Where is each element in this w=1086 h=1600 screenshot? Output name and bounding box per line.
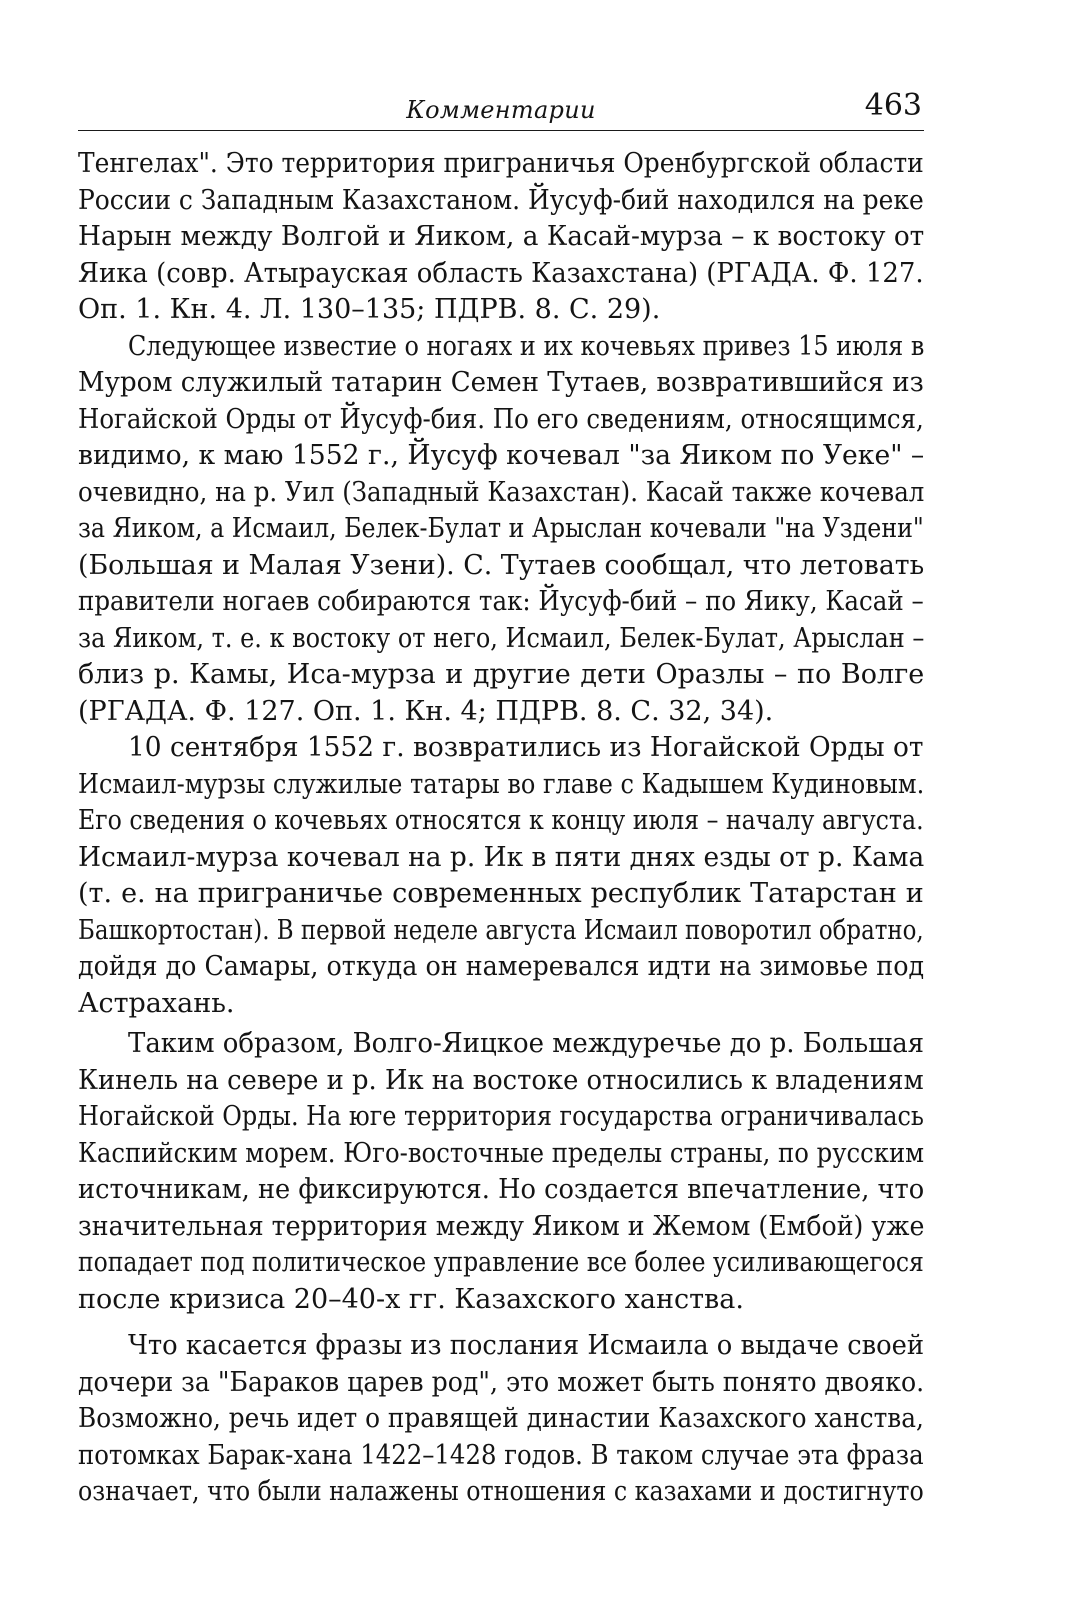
line-text: Что касается фразы из послания Исмаила о выдаче своей [128,1330,925,1361]
text-line [78,146,924,183]
line-text: значительная территория между Яиком и Жемом (Ембой) уже [78,1210,925,1242]
line-text: Его сведения о кочевьях относятся к концу июля – началу августа. [78,805,924,836]
text-line [78,876,924,913]
text-line [78,1063,924,1100]
line-text: близ р. Камы, Иса-мурза и другие дети Оразлы – по Волге [78,659,925,690]
line-text: Муром служилый татарин Семен Тутаев, возвратившийся из [78,367,924,398]
line-text: видимо, к маю 1552 г., Йусуф кочевал "за Яиком по Уеке" – [78,440,925,471]
paragraph-spacer [78,1318,924,1328]
paragraph-5 [78,1328,924,1511]
line-text: Яика (совр. Атырауская область Казахстана) (РГАДА. Ф. 127. [78,257,924,289]
text-line [78,548,924,585]
line-text: Тенгелах". Это территория приграничья Оренбургской области [78,148,924,179]
line-text: (Большая и Малая Узени). С. Тутаев сообщал, что летовать [78,549,925,581]
text-line [78,1474,924,1511]
line-text: 10 сентября 1552 г. возвратились из Ногайской Орды от [128,732,924,763]
line-text: правители ногаев собираются так: Йусуф-бий – по Яику, Касай – [78,586,924,617]
text-line [78,767,924,804]
text-line [78,1365,924,1402]
text-line [78,511,924,548]
line-text: Ногайской Орды. На юге территория государства ограничивалась [78,1101,924,1132]
running-header [78,88,924,131]
line-text: Исмаил-мурзы служилые татары во главе с Кадышем Кудиновым. [78,768,925,800]
paragraph-4 [78,1026,924,1318]
line-text: Возможно, речь идет о правящей династии Казахского ханства, [78,1403,924,1434]
line-text: потомках Барак-хана 1422–1428 годов. В таком случае эта фраза [78,1439,924,1471]
text-line [78,1245,924,1282]
line-text: Ногайской Орды от Йусуф-бия. По его сведениям, относящимся, [78,403,924,435]
text-line [78,657,924,694]
body-text [78,146,924,1511]
line-text: Каспийским морем. Юго-восточные пределы страны, по русским [78,1137,925,1169]
text-line [78,1438,924,1475]
line-text: Башкортостан). В первой неделе августа Исмаил поворотил обратно, [78,914,924,946]
paragraph-3 [78,730,924,1022]
text-line [78,694,924,731]
line-text: России с Западным Казахстаном. Йусуф-бий находился на реке [78,184,924,216]
line-text: Кинель на севере и р. Ик на востоке относились к владениям [78,1064,924,1096]
text-line [78,621,924,658]
line-text: (РГАДА. Ф. 127. Оп. 1. Кн. 4; ПДРВ. 8. С. 32, 34). [78,695,774,727]
paragraph-1 [78,146,924,329]
line-text: Астрахань. [78,987,235,1019]
line-text: дочери за "Бараков царев род", это может быть понято двояко. [78,1366,925,1398]
text-line [78,584,924,621]
text-line [78,1209,924,1246]
line-text: Нарын между Волгой и Яиком, а Касай-мурза – к востоку от [78,221,925,252]
line-text: Оп. 1. Кн. 4. Л. 130–135; ПДРВ. 8. С. 29). [78,294,661,325]
text-line [78,1282,924,1319]
line-text: Исмаил-мурза кочевал на р. Ик в пяти днях езды от р. Кама [78,841,925,873]
paragraph-2 [78,329,924,731]
text-line [78,913,924,950]
text-line [78,730,924,767]
text-line [78,402,924,439]
text-line [78,949,924,986]
text-line [78,329,924,366]
text-line [78,183,924,220]
line-text: после кризиса 20–40-х гг. Казахского ханства. [78,1283,744,1315]
line-text: источникам, не фиксируются. Но создается впечатление, что [78,1174,925,1205]
text-line [78,1136,924,1173]
text-line [78,840,924,877]
text-line [78,475,924,512]
text-line [78,1172,924,1209]
text-line [78,1026,924,1063]
line-text: за Яиком, т. е. к востоку от него, Исмаил, Белек-Булат, Арыслан – [78,622,925,654]
line-text: попадает под политическое управление все более усиливающегося [78,1247,924,1278]
running-title: Комментарии [406,96,596,124]
line-text: за Яиком, а Исмаил, Белек-Булат и Арыслан кочевали "на Уздени" [78,513,924,544]
line-text: означает, что были налажены отношения с казахами и достигнуто [78,1476,924,1507]
page-number: 463 [864,88,922,123]
line-text: (т. е. на приграничье современных республик Татарстан и [78,878,924,909]
text-line [78,219,924,256]
text-line [78,1328,924,1365]
text-line [78,292,924,329]
text-line [78,803,924,840]
text-line [78,1401,924,1438]
text-line [78,438,924,475]
text-line [78,365,924,402]
line-text: Следующее известие о ногаях и их кочевьях привез 15 июля в [128,330,925,362]
text-line [78,986,924,1023]
text-line [78,256,924,293]
text-line [78,1099,924,1136]
line-text: дойдя до Самары, откуда он намеревался идти на зимовье под [78,951,925,982]
line-text: очевидно, на р. Уил (Западный Казахстан). Касай также кочевал [78,476,925,508]
line-text: Таким образом, Волго-Яицкое междуречье до р. Большая [128,1028,925,1059]
